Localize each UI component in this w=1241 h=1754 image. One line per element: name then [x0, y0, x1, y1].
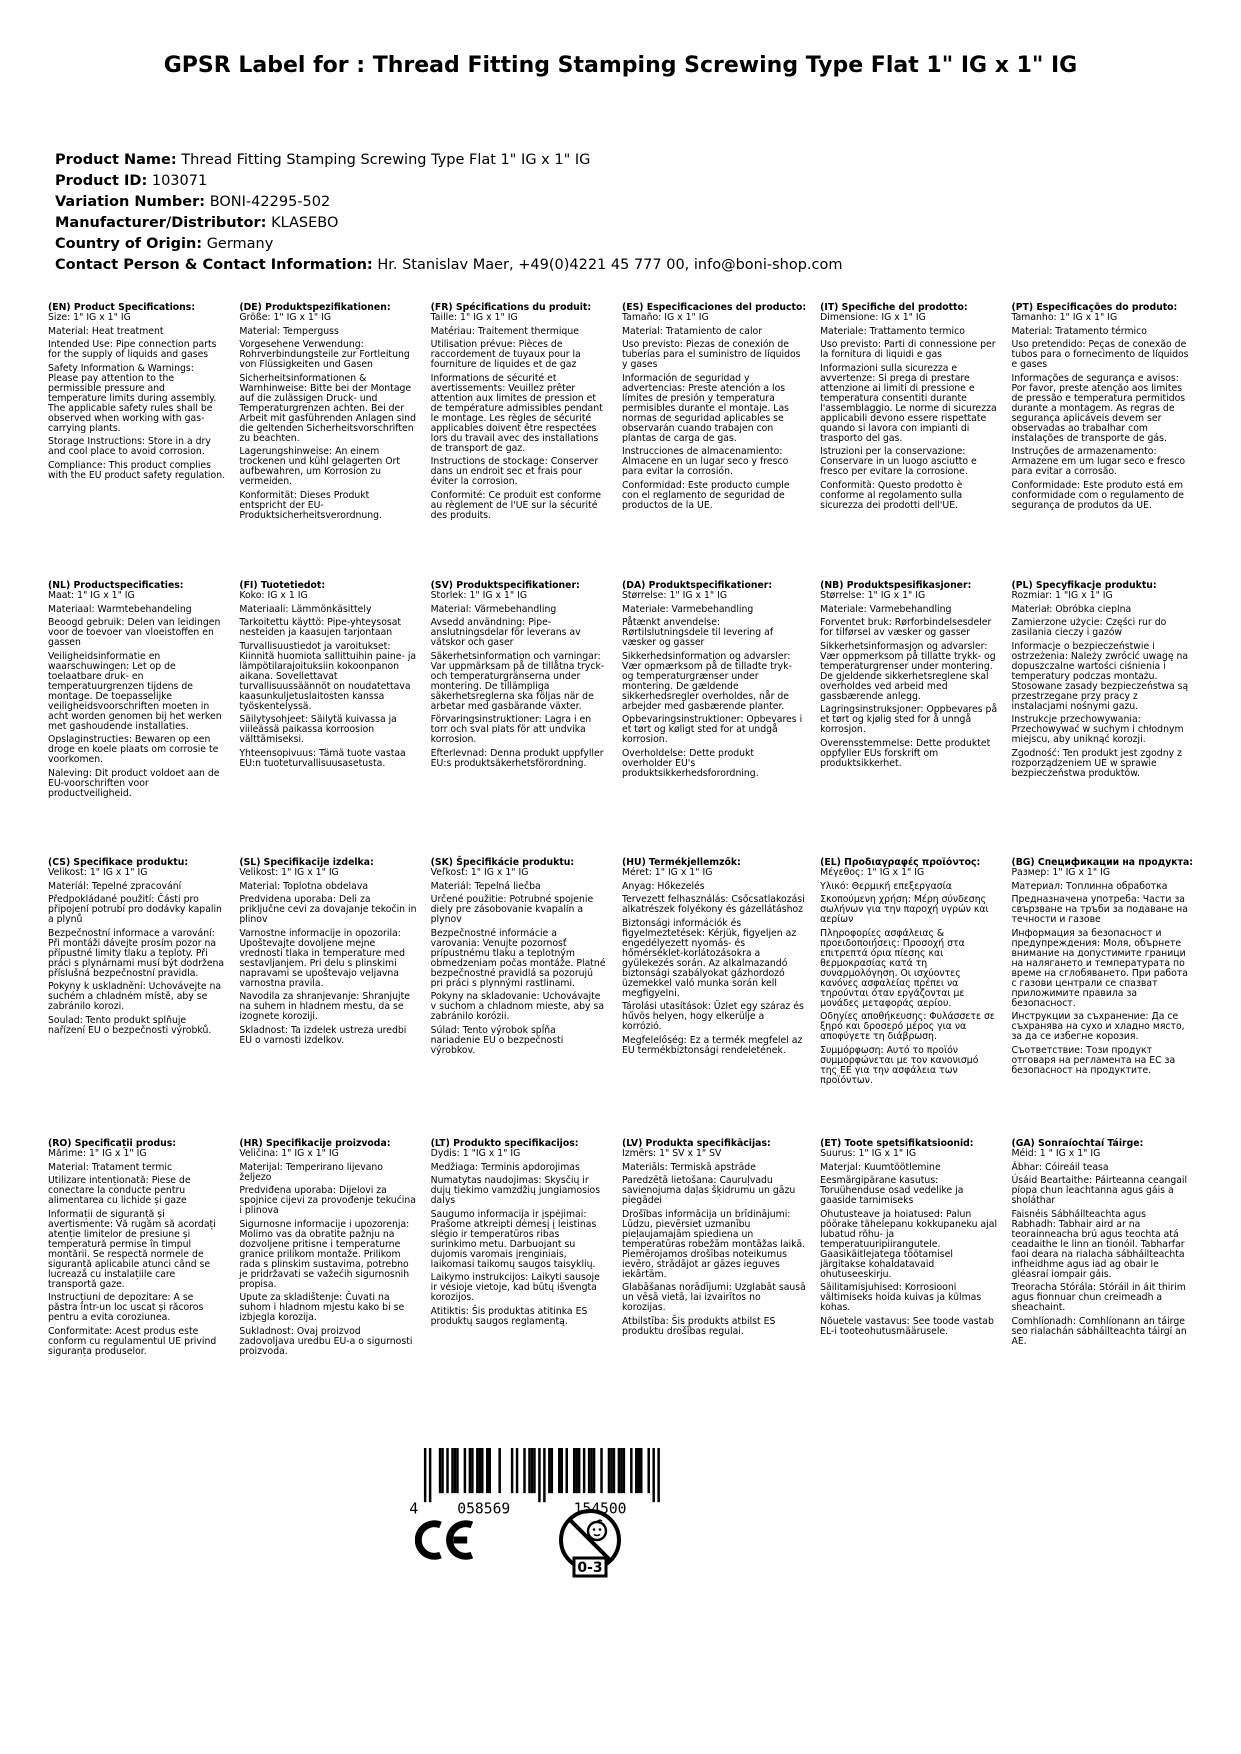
spec-paragraph: Materiale: Trattamento termico — [820, 325, 965, 337]
spec-header: (FR) Spécifications du produit: — [430, 302, 592, 313]
spec-paragraph: Koko: IG x 1 IG — [239, 590, 308, 601]
product-info-value: 103071 — [151, 173, 208, 189]
spec-paragraph: Numatytas naudojimas: Skysčių ir dujų tiekimo vamzdžių jungiamosios dalys — [430, 1175, 601, 1206]
spec-paragraph: Инструкции за съхранение: Да се съхранява на сухо и хладно място, за да се избегне корозия. — [1011, 1011, 1185, 1042]
spec-paragraph: Οδηγίες αποθήκευσης: Φυλάσσετε σε ξηρό και δροσερό μέρος για να αποφύγετε τη διάβρωση. — [820, 1011, 995, 1042]
product-info-label: Variation Number: — [55, 194, 206, 210]
spec-paragraph: Opslaginstructies: Bewaren op een droge en koele plaats om corrosie te voorkomen. — [48, 734, 219, 765]
spec-header: (DA) Produktspecifikationer: — [621, 580, 773, 591]
product-info-row — [55, 192, 1186, 213]
spec-header: (PT) Especificações do produto: — [1011, 302, 1178, 313]
product-info-row — [55, 171, 1186, 192]
spec-paragraph: Overensstemmelse: Dette produktet oppfyller EUs forskrift om produktsikkerhet. — [820, 737, 991, 769]
spec-paragraph: Material: Tratament termic — [48, 1161, 173, 1173]
spec-paragraph: Instrukcje przechowywania: Przechowywać w suchym i chłodnym miejscu, aby uniknąć korozji. — [1011, 714, 1184, 745]
spec-paragraph: Méid: 1 " IG x 1" IG — [1011, 1148, 1101, 1159]
spec-paragraph: Predviđena uporaba: Dijelovi za spojnice cijevi za provođenje tekućina i plinova — [239, 1185, 416, 1216]
spec-paragraph: Turvallisuustiedot ja varoitukset: Kiinnitä huomiota sallittuihin paine- ja lämpötilarajoituksiin kokoonpanon aikana. Sovellettavat turvallisuussäännöt on noudatettava kaasunkuljetuslaitosten kanssa työskentelyssä. — [239, 640, 417, 712]
spec-paragraph: Bezpečnostní informace a varování: Při montáži dávejte prosím pozor na přípustné limity tlaku a teploty. Při práci s plynárnami musí být dodržena příslušná bezpečnostní pravidla. — [48, 927, 225, 979]
spec-paragraph: Maat: 1" IG x 1" IG — [48, 590, 135, 601]
product-info-label: Manufacturer/Distributor: — [55, 215, 267, 231]
spec-paragraph: Informații de siguranță și avertismente: Vă rugăm să acordați atenție limitelor de presiune și temperatură permise în timpul montării. Se respectă normele de siguranță aplicabile atunci când se lucrează cu instalațiile care transportă gaze. — [48, 1208, 216, 1290]
spec-header: (ET) Toote spetsifikatsioonid: — [820, 1138, 974, 1149]
product-info-row — [55, 213, 1186, 234]
spec-paragraph: Material: Tratamento térmico — [1011, 325, 1147, 337]
spec-paragraph: Pokyny k uskladnění: Uchovávejte na suchém a chladném místě, aby se zabránilo korozi. — [48, 981, 222, 1012]
spec-paragraph: Utilisation prévue: Pièces de raccordement de tuyaux pour la fourniture de liquides et de gaz — [430, 339, 581, 370]
spec-paragraph: Avsedd användning: Pipe-anslutningsdelar för leverans av vätskor och gaser — [430, 617, 581, 648]
spec-cell-hu — [622, 858, 806, 1139]
product-info-label: Product Name: — [55, 152, 177, 168]
spec-paragraph: Sigurnosne informacije i upozorenja: Molimo vas da obratite pažnju na dozvoljene pritisne i temperaturne granice prilikom montaže. Prilikom rada s plinskim sustavima, potrebno je pridržavati se važećih sigurnosnih propisa. — [239, 1218, 410, 1290]
spec-cell-it — [820, 303, 997, 581]
spec-paragraph: Velikost: 1" IG x 1" IG — [239, 867, 339, 878]
spec-paragraph: Sikkerhedsinformation og advarsler: Vær opmærksom på de tilladte tryk- og temperaturgrænser under montering. De gældende sikkerhedsregler overholdes, når de arbejder med gasbærende planter. — [621, 650, 792, 712]
product-info-value: KLASEBO — [271, 215, 339, 231]
spec-cell-lt — [431, 1139, 608, 1357]
barcode-digit-first: 4 — [409, 1500, 419, 1518]
spec-paragraph: Materiál: Tepelné zpracování — [48, 880, 182, 892]
spec-paragraph: Material: Värmebehandling — [430, 603, 557, 615]
spec-paragraph: Conformità: Questo prodotto è conforme al regolamento sulla sicurezza dei prodotti dell'UE. — [820, 479, 963, 511]
spec-paragraph: Säkerhetsinformation och varningar: Var uppmärksam på de tillåtna tryck- och temperaturgränserna under montering. De tillämpliga säkerhetsreglerna ska följas när de arbetar med gasbärande växter. — [430, 650, 605, 712]
spec-paragraph: Beoogd gebruik: Delen van leidingen voor de toevoer van vloeistoffen en gassen — [48, 617, 221, 648]
spec-paragraph: Matériau: Traitement thermique — [430, 325, 579, 337]
spec-paragraph: Pokyny na skladovanie: Uchovávajte v suchom a chladnom mieste, aby sa zabránilo korózii. — [430, 991, 605, 1022]
spec-cell-fi — [239, 581, 416, 858]
spec-paragraph: Υλικό: Θερμική επεξεργασία — [820, 880, 952, 892]
spec-paragraph: Material: Heat treatment — [48, 325, 164, 337]
spec-paragraph: Uso previsto: Piezas de conexión de tuberías para el suministro de líquidos y gases — [621, 339, 801, 370]
spec-paragraph: Tamanho: 1" IG x 1" IG — [1011, 312, 1118, 323]
spec-paragraph: Compliance: This product complies with the EU product safety regulation. — [48, 459, 226, 481]
spec-paragraph: Dydis: 1 "IG x 1" IG — [430, 1148, 521, 1159]
spec-paragraph: Nõuetele vastavus: See toode vastab EL-i tooteohutusmäärusele. — [820, 1315, 994, 1337]
spec-paragraph: Материал: Топлинна обработка — [1011, 880, 1168, 892]
spec-paragraph: Πληροφορίες ασφάλειας & προειδοποιήσεις: Προσοχή στα επιτρεπτά όρια πίεσης και θερμοκρασίας κατά τη συναρμολόγηση. Οι ισχύοντες κανόνες ασφαλείας πρέπει να τηρούνται όταν εργάζονται με μονάδες μεταφοράς αερίου. — [820, 927, 965, 1009]
barcode — [408, 1448, 688, 1518]
spec-paragraph: Navodila za shranjevanje: Shranjujte na suhem in hladnem mestu, da se izognete koroziji. — [239, 991, 410, 1022]
spec-paragraph: Atitiktis: Šis produktas atitinka ES produktų saugos reglamentą. — [430, 1305, 588, 1327]
spec-paragraph: Størrelse: 1" IG x 1" IG — [820, 590, 926, 601]
spec-paragraph: Materiaali: Lämmönkäsittely — [239, 603, 372, 615]
spec-paragraph: Storlek: 1" IG x 1" IG — [430, 590, 528, 601]
spec-paragraph: Material: Tratamiento de calor — [621, 325, 763, 337]
spec-paragraph: Предназначена употреба: Части за свързване на тръби за подаване на течности и газове — [1011, 894, 1188, 925]
spec-header: (PL) Specyfikacje produktu: — [1011, 580, 1157, 591]
spec-cell-es — [622, 303, 806, 581]
spec-cell-et — [820, 1139, 997, 1357]
spec-cell-de — [239, 303, 416, 581]
spec-paragraph: Materiál: Tepelná liečba — [430, 880, 541, 892]
spec-paragraph: Safety Information & Warnings: Please pay attention to the permissible pressure and temperature limits during assembly. The applicable safety rules shall be observed when working with gas-carrying plants. — [48, 362, 217, 434]
spec-paragraph: Μέγεθος: 1" IG x 1" IG — [820, 867, 925, 878]
spec-paragraph: Méret: 1" IG x 1" IG — [621, 867, 713, 878]
spec-paragraph: Säilitamisjuhised: Korrosiooni vältimiseks hoida kuivas ja külmas kohas. — [820, 1282, 982, 1313]
spec-paragraph: Varnostne informacije in opozorila: Upoštevajte dovoljene mejne vrednosti tlaka in temperature med sestavljanjem. Pri delu s plinskimi napravami se upoštevajo veljavna varnostna pravila. — [239, 927, 405, 989]
spec-paragraph: Suurus: 1" IG x 1" IG — [820, 1148, 917, 1159]
spec-paragraph: Naleving: Dit product voldoet aan de EU-voorschriften voor productveiligheid. — [48, 767, 220, 799]
spec-paragraph: Tervezett felhasználás: Csőcsatlakozási alkatrészek folyékony és gázellátáshoz — [621, 894, 805, 915]
spec-paragraph: Uso pretendido: Peças de conexão de tubos para o fornecimento de líquidos e gases — [1011, 339, 1189, 370]
spec-paragraph: Glabāšanas norādījumi: Uzglabāt sausā un vēsā vietā, lai izvairītos no korozijas. — [621, 1282, 806, 1313]
product-info-value: Hr. Stanislav Maer, +49(0)4221 45 777 00, info@boni-shop.com — [377, 257, 843, 273]
spec-paragraph: Treoracha Stórála: Stóráil in áit thirim agus fionnuar chun creimeadh a sheachaint. — [1011, 1282, 1186, 1313]
spec-paragraph: Σκοπούμενη χρήση: Μέρη σύνδεσης σωλήνων για την παροχή υγρών και αερίων — [820, 894, 989, 925]
spec-paragraph: Conformitate: Acest produs este conform cu regulamentul UE privind siguranța produselor. — [48, 1325, 217, 1357]
spec-paragraph: Drošības informācija un brīdinājumi: Lūdzu, pievērsiet uzmanību pieļaujamajām spiediena un temperatūras robežām montāžas laikā. Piemērojamos drošības noteikumus ievēro, strādājot ar gāzes ieguves iekārtām. — [621, 1208, 806, 1280]
spec-paragraph: Atbilstība: Šis produkts atbilst ES produktu drošības regulai. — [621, 1315, 776, 1337]
spec-paragraph: Informations de sécurité et avertissements: Veuillez prêter attention aux limites de pression et de température admissibles pendant le montage. Les règles de sécurité applicables doivent être respectées lors du travail avec des installations de transport de gaz. — [430, 372, 603, 454]
spec-cell-fr — [431, 303, 608, 581]
spec-paragraph: Ábhar: Cóireáil teasa — [1011, 1161, 1109, 1173]
spec-paragraph: Forventet bruk: Rørforbindelsesdeler for tilførsel av væsker og gasser — [820, 617, 992, 638]
spec-cell-nl — [48, 581, 225, 858]
spec-paragraph: Información de seguridad y advertencias: Preste atención a los límites de presión y temperatura permisibles durante el montaje. Las normas de seguridad aplicables se observarán cuando trabajen con plantas de carga de gas. — [621, 372, 790, 444]
spec-paragraph: Информация за безопасност и предупреждения: Моля, обърнете внимание на допустимите граници на налягането и температурата по време на сглобяването. При работа с газови централи се спазват приложимите правила за безопасност. — [1011, 927, 1188, 1009]
spec-cell-ga — [1011, 1139, 1193, 1357]
spec-paragraph: Istruzioni per la conservazione: Conservare in un luogo asciutto e fresco per evitare la corrosione. — [820, 446, 977, 477]
spec-paragraph: Sukladnost: Ovaj proizvod zadovoljava uredbu EU-a o sigurnosti proizvoda. — [239, 1325, 413, 1357]
spec-paragraph: Vorgesehene Verwendung: Rohrverbindungsteile zur Fortleitung von Flüssigkeiten und Gasen — [239, 339, 410, 370]
spec-paragraph: Säilytysohjeet: Säilytä kuivassa ja viileässä paikassa korroosion välttämiseksi. — [239, 714, 397, 745]
spec-header: (NB) Produktspesifikasjoner: — [820, 580, 972, 591]
spec-cell-pl — [1011, 581, 1193, 858]
spec-header: (ES) Especificaciones del producto: — [621, 302, 807, 313]
spec-paragraph: Lagringsinstruksjoner: Oppbevares på et tørt og kjølig sted for å unngå korrosjon. — [820, 704, 998, 735]
spec-header: (NL) Productspecificaties: — [48, 580, 184, 591]
spec-paragraph: Instrucțiuni de depozitare: A se păstra într-un loc uscat și răcoros pentru a evita coroziunea. — [48, 1292, 204, 1323]
spec-paragraph: Instrucciones de almacenamiento: Almacene en un lugar seco y fresco para evitar la corrosión. — [621, 446, 789, 477]
spec-paragraph: Upute za skladištenje: Čuvati na suhom i hladnom mjestu kako bi se izbjegla korozija. — [239, 1292, 405, 1323]
spec-paragraph: Informazioni sulla sicurezza e avvertenze: Si prega di prestare attenzione ai limiti di pressione e temperatura consentiti durante l'assemblaggio. Le norme di sicurezza applicabili devono essere rispettate quando si lavora con impianti di trasporto del gas. — [820, 362, 997, 444]
spec-paragraph: Bezpečnostné informácie a varovania: Venujte pozornosť prípustnému tlaku a teplotným obmedzeniam počas montáže. Platné bezpečnostné pravidlá sa pozorujú pri práci s plynnými rastlinami. — [430, 927, 606, 989]
spec-header: (EN) Product Specifications: — [48, 302, 196, 313]
spec-paragraph: Faisnéis Sábháilteachta agus Rabhadh: Tabhair aird ar na teorainneacha brú agus teochta atá ceadaithe le linn an tionóil. Tabharfar faoi deara na rialacha sábháilteachta infheidhme agus iad ag obair le gléasraí iompair gáis. — [1011, 1208, 1185, 1280]
spec-paragraph: Biztonsági információk és figyelmeztetések: Kérjük, figyeljen az engedélyezett nyomás- és hőmérséklet-korlátozásokra a gyülekezés során. Az alkalmazandó biztonsági szabályokat gázhordozó üzemekkel való munka során kell megfigyelni. — [621, 917, 797, 999]
spec-cell-cs — [48, 858, 225, 1139]
spec-paragraph: Materjal: Kuumtöötlemine — [820, 1161, 941, 1173]
spec-paragraph: Συμμόρφωση: Αυτό το προϊόν συμμορφώνεται με τον κανονισμό της ΕΕ για την ασφάλεια των προϊόντων. — [820, 1044, 979, 1086]
spec-paragraph: Materiale: Varmebehandling — [820, 603, 952, 615]
product-info — [55, 150, 1186, 276]
spec-paragraph: Utilizare intenționată: Piese de conectare la conducte pentru alimentarea cu lichide și gaze — [48, 1175, 191, 1206]
spec-cell-hr — [239, 1139, 416, 1357]
product-info-label: Product ID: — [55, 173, 148, 189]
spec-header: (DE) Produktspezifikationen: — [239, 302, 391, 313]
barcode-digit-group2: 154500 — [573, 1500, 627, 1518]
spec-cell-nb — [820, 581, 997, 858]
spec-paragraph: Uso previsto: Parti di connessione per la fornitura di liquidi e gas — [820, 339, 996, 360]
spec-paragraph: Megfelelőség: Ez a termék megfelel az EU termékbiztonsági rendeletének. — [621, 1034, 803, 1056]
spec-paragraph: Sicherheitsinformationen & Warnhinweise: Bitte bei der Montage auf die zulässigen Druck- und Temperaturgrenzen achten. Bei der Arbeit mit gasführenden Anlagen sind die geltenden Sicherheitsvorschriften zu beachten. — [239, 372, 416, 444]
spec-paragraph: Tárolási utasítások: Üzlet egy száraz és hűvös helyen, hogy elkerülje a korrózió. — [621, 1001, 804, 1032]
age-warning-icon — [556, 1506, 624, 1588]
spec-paragraph: Eesmärgipärane kasutus: Toruühenduse osad vedelike ja gaaside tarnimiseks — [820, 1175, 964, 1206]
spec-cell-lv — [622, 1139, 806, 1357]
spec-paragraph: Informações de segurança e avisos: Por favor, preste atenção aos limites de pressão e temperatura permitidos durante a montagem. As regras de segurança aplicáveis devem ser observadas ao trabalhar com instalações de transporte de gás. — [1011, 372, 1186, 444]
spec-paragraph: Súlad: Tento výrobok spĺňa nariadenie EÚ o bezpečnosti výrobkov. — [430, 1024, 564, 1056]
spec-paragraph: Conformidad: Este producto cumple con el reglamento de seguridad de productos de la UE. — [621, 479, 790, 511]
spec-paragraph: Predvidena uporaba: Deli za priključne cevi za dovajanje tekočin in plinov — [239, 894, 417, 925]
spec-paragraph: Размер: 1" IG x 1" IG — [1011, 867, 1111, 878]
spec-paragraph: Intended Use: Pipe connection parts for the supply of liquids and gases — [48, 339, 217, 360]
spec-paragraph: Materiaal: Warmtebehandeling — [48, 603, 192, 615]
spec-paragraph: Velikost: 1" IG x 1" IG — [48, 867, 148, 878]
spec-paragraph: Rozmiar: 1 "IG x 1" IG — [1011, 590, 1113, 601]
spec-paragraph: Storage Instructions: Store in a dry and cool place to avoid corrosion. — [48, 436, 211, 457]
spec-paragraph: Lagerungshinweise: An einem trockenen und kühl gelagerten Ort aufbewahren, um Korrosion zu vermeiden. — [239, 446, 401, 487]
spec-paragraph: Dimensione: IG x 1" IG — [820, 312, 926, 323]
spec-header: (SK) Špecifikácie produktu: — [430, 857, 575, 868]
spec-paragraph: Informacje o bezpieczeństwie i ostrzeżenia: Należy zwrócić uwagę na dopuszczalne wartości ciśnienia i temperatury podczas montażu. Stosowane zasady bezpieczeństwa są przestrzegane przy pracy z instalacjami nośnymi gazu. — [1011, 640, 1189, 712]
spec-paragraph: Comhlíonadh: Comhlíonann an táirge seo rialachán sábháilteachta táirgí an AE. — [1011, 1315, 1187, 1347]
spec-paragraph: Overholdelse: Dette produkt overholder EU's produktsikkerhedsforordning. — [621, 747, 759, 779]
spec-paragraph: Anyag: Hőkezelés — [621, 880, 705, 892]
spec-paragraph: Veiligheidsinformatie en waarschuwingen: Let op de toelaatbare druk- en temperatuurgrenzen tijdens de montage. De toepasselijke veiligheidsvoorschriften moeten in acht worden genomen bij het werken met gashoudende installaties. — [48, 650, 222, 732]
ce-mark-icon — [415, 1518, 473, 1566]
spec-paragraph: Mărime: 1" IG x 1" IG — [48, 1148, 147, 1159]
spec-header: (GA) Sonraíochtaí Táirge: — [1011, 1138, 1144, 1149]
product-info-row — [55, 234, 1186, 255]
page-title: GPSR Label for : Thread Fitting Stamping Screwing Type Flat 1" IG x 1" IG — [163, 53, 1078, 78]
spec-paragraph: Størrelse: 1" IG x 1" IG — [621, 590, 728, 601]
spec-header: (FI) Tuotetiedot: — [239, 580, 326, 591]
spec-cell-sk — [431, 858, 608, 1139]
spec-cell-en — [48, 303, 225, 581]
spec-paragraph: Veličina: 1" IG x 1" IG — [239, 1148, 339, 1159]
spec-paragraph: Sikkerhetsinformasjon og advarsler: Vær oppmerksom på tillatte trykk- og temperaturgrenser under montering. De gjeldende sikkerhetsreglene skal overholdes ved arbeid med gassbærende anlegg. — [820, 640, 996, 702]
spec-paragraph: Medžiaga: Terminis apdorojimas — [430, 1161, 580, 1173]
spec-header: (BG) Спецификации на продукта: — [1011, 857, 1193, 868]
spec-paragraph: Opbevaringsinstruktioner: Opbevares i et tørt og køligt sted for at undgå korrosion. — [621, 714, 803, 745]
spec-paragraph: Saugumo informacija ir įspėjimai: Prašome atkreipti dėmesį į leistinas slėgio ir temperatūros ribas surinkimo metu. Darbuojant su dujomis varomais įrenginiais, laikomasi taikomų saugos taisyklių. — [430, 1208, 597, 1270]
spec-paragraph: Instruções de armazenamento: Armazene em um lugar seco e fresco para evitar a corrosão. — [1011, 446, 1186, 477]
spec-header: (RO) Specificații produs: — [48, 1138, 177, 1149]
spec-cell-ro — [48, 1139, 225, 1357]
spec-paragraph: Съответствие: Този продукт отговаря на регламента на ЕС за безопасност на продуктите. — [1011, 1044, 1176, 1076]
spec-paragraph: Veľkosť: 1" IG x 1" IG — [430, 867, 529, 878]
spec-paragraph: Taille: 1" IG x 1" IG — [430, 312, 518, 323]
spec-paragraph: Soulad: Tento produkt splňuje nařízení EU o bezpečnosti výrobků. — [48, 1014, 212, 1036]
spec-cell-bg — [1011, 858, 1193, 1139]
spec-paragraph: Ohutusteave ja hoiatused: Palun pöörake tähelepanu kokkupaneku ajal lubatud rõhu- ja temperatuuripiirangutele. Gaasikäitlejatega töötamisel järgitakse kohaldatavaid ohutuseeskirju. — [820, 1208, 998, 1280]
spec-paragraph: Laikymo instrukcijos: Laikyti sausoje ir vėsioje vietoje, kad būtų išvengta korozijos. — [430, 1272, 600, 1303]
spec-paragraph: Úsáid Beartaithe: Páirteanna ceangail píopa chun leachtanna agus gáis a sholáthar — [1011, 1175, 1188, 1206]
spec-header: (HU) Termékjellemzők: — [621, 857, 741, 868]
spec-paragraph: Conformité: Ce produit est conforme au règlement de l'UE sur la sécurité des produits. — [430, 489, 602, 521]
spec-paragraph: Tarkoitettu käyttö: Pipe-yhteysosat nesteiden ja kaasujen tarjontaan — [239, 617, 402, 638]
spec-paragraph: Efterlevnad: Denna produkt uppfyller EU:s produktsäkerhetsförordning. — [430, 747, 604, 769]
spec-paragraph: Påtænkt anvendelse: Rørtilslutningsdele til levering af væsker og gasser — [621, 617, 774, 648]
product-info-label: Contact Person & Contact Information: — [55, 257, 373, 273]
spec-paragraph: Conformidade: Este produto está em conformidade com o regulamento de segurança de produtos da UE. — [1011, 479, 1185, 511]
product-info-value: Thread Fitting Stamping Screwing Type Flat 1" IG x 1" IG — [181, 152, 591, 168]
barcode-digit-group1: 058569 — [457, 1500, 511, 1518]
spec-paragraph: Paredzētā lietošana: Cauruļvadu savienojuma daļas šķidrumu un gāzu piegādei — [621, 1175, 796, 1206]
spec-paragraph: Yhteensopivuus: Tämä tuote vastaa EU:n tuoteturvallisuusasetusta. — [239, 747, 406, 769]
spec-paragraph: Konformität: Dieses Produkt entspricht der EU-Produktsicherheitsverordnung. — [239, 489, 383, 521]
product-info-value: Germany — [206, 236, 274, 252]
spec-cell-el — [820, 858, 997, 1139]
spec-paragraph: Tamaño: IG x 1" IG — [621, 312, 709, 323]
spec-paragraph: Förvaringsinstruktioner: Lagra i en torr och sval plats för att undvika korrosion. — [430, 714, 592, 745]
spec-grid — [48, 303, 1193, 1357]
spec-paragraph: Zamierzone użycie: Części rur do zasilania cieczy i gazów — [1011, 617, 1167, 638]
spec-paragraph: Materiał: Obróbka cieplna — [1011, 603, 1132, 615]
spec-header: (CS) Specifikace produktu: — [48, 857, 189, 868]
spec-cell-sv — [431, 581, 608, 858]
spec-cell-da — [622, 581, 806, 858]
spec-paragraph: Material: Temperguss — [239, 325, 339, 337]
spec-header: (SL) Specifikacije izdelka: — [239, 857, 374, 868]
spec-header: (HR) Specifikacije proizvoda: — [239, 1138, 391, 1149]
spec-paragraph: Určené použitie: Potrubné spojenie diely pre zásobovanie kvapalín a plynov — [430, 894, 594, 925]
spec-paragraph: Izmērs: 1" SV x 1" SV — [621, 1148, 722, 1159]
spec-header: (SV) Produktspecifikationer: — [430, 580, 580, 591]
spec-header: (LV) Produkta specifikācijas: — [621, 1138, 771, 1149]
product-info-value: BONI-42295-502 — [209, 194, 331, 210]
product-info-row — [55, 255, 1186, 276]
spec-header: (LT) Produkto specifikacijos: — [430, 1138, 579, 1149]
spec-header: (EL) Προδιαγραφές προϊόντος: — [820, 857, 981, 868]
spec-header: (IT) Specifiche del prodotto: — [820, 302, 968, 313]
spec-cell-pt — [1011, 303, 1193, 581]
product-info-label: Country of Origin: — [55, 236, 203, 252]
spec-paragraph: Zgodność: Ten produkt jest zgodny z rozporządzeniem UE w sprawie bezpieczeństwa produktów. — [1011, 747, 1182, 779]
spec-paragraph: Materiale: Varmebehandling — [621, 603, 754, 615]
spec-paragraph: Instructions de stockage: Conserver dans un endroit sec et frais pour éviter la corrosion. — [430, 456, 599, 487]
spec-paragraph: Předpokládané použití: Části pro připojení potrubí pro dodávky kapalin a plynů — [48, 894, 222, 925]
spec-paragraph: Materijal: Temperirano lijevano željezo — [239, 1161, 383, 1183]
spec-paragraph: Skladnost: Ta izdelek ustreza uredbi EU o varnosti izdelkov. — [239, 1024, 407, 1046]
age-warning-text: 0-3 — [577, 1560, 603, 1576]
spec-paragraph: Material: Toplotna obdelava — [239, 880, 369, 892]
spec-paragraph: Größe: 1" IG x 1" IG — [239, 312, 332, 323]
product-info-row — [55, 150, 1186, 171]
spec-cell-sl — [239, 858, 416, 1139]
spec-paragraph: Materiāls: Termiskā apstrāde — [621, 1161, 756, 1173]
spec-paragraph: Size: 1" IG x 1" IG — [48, 312, 131, 323]
